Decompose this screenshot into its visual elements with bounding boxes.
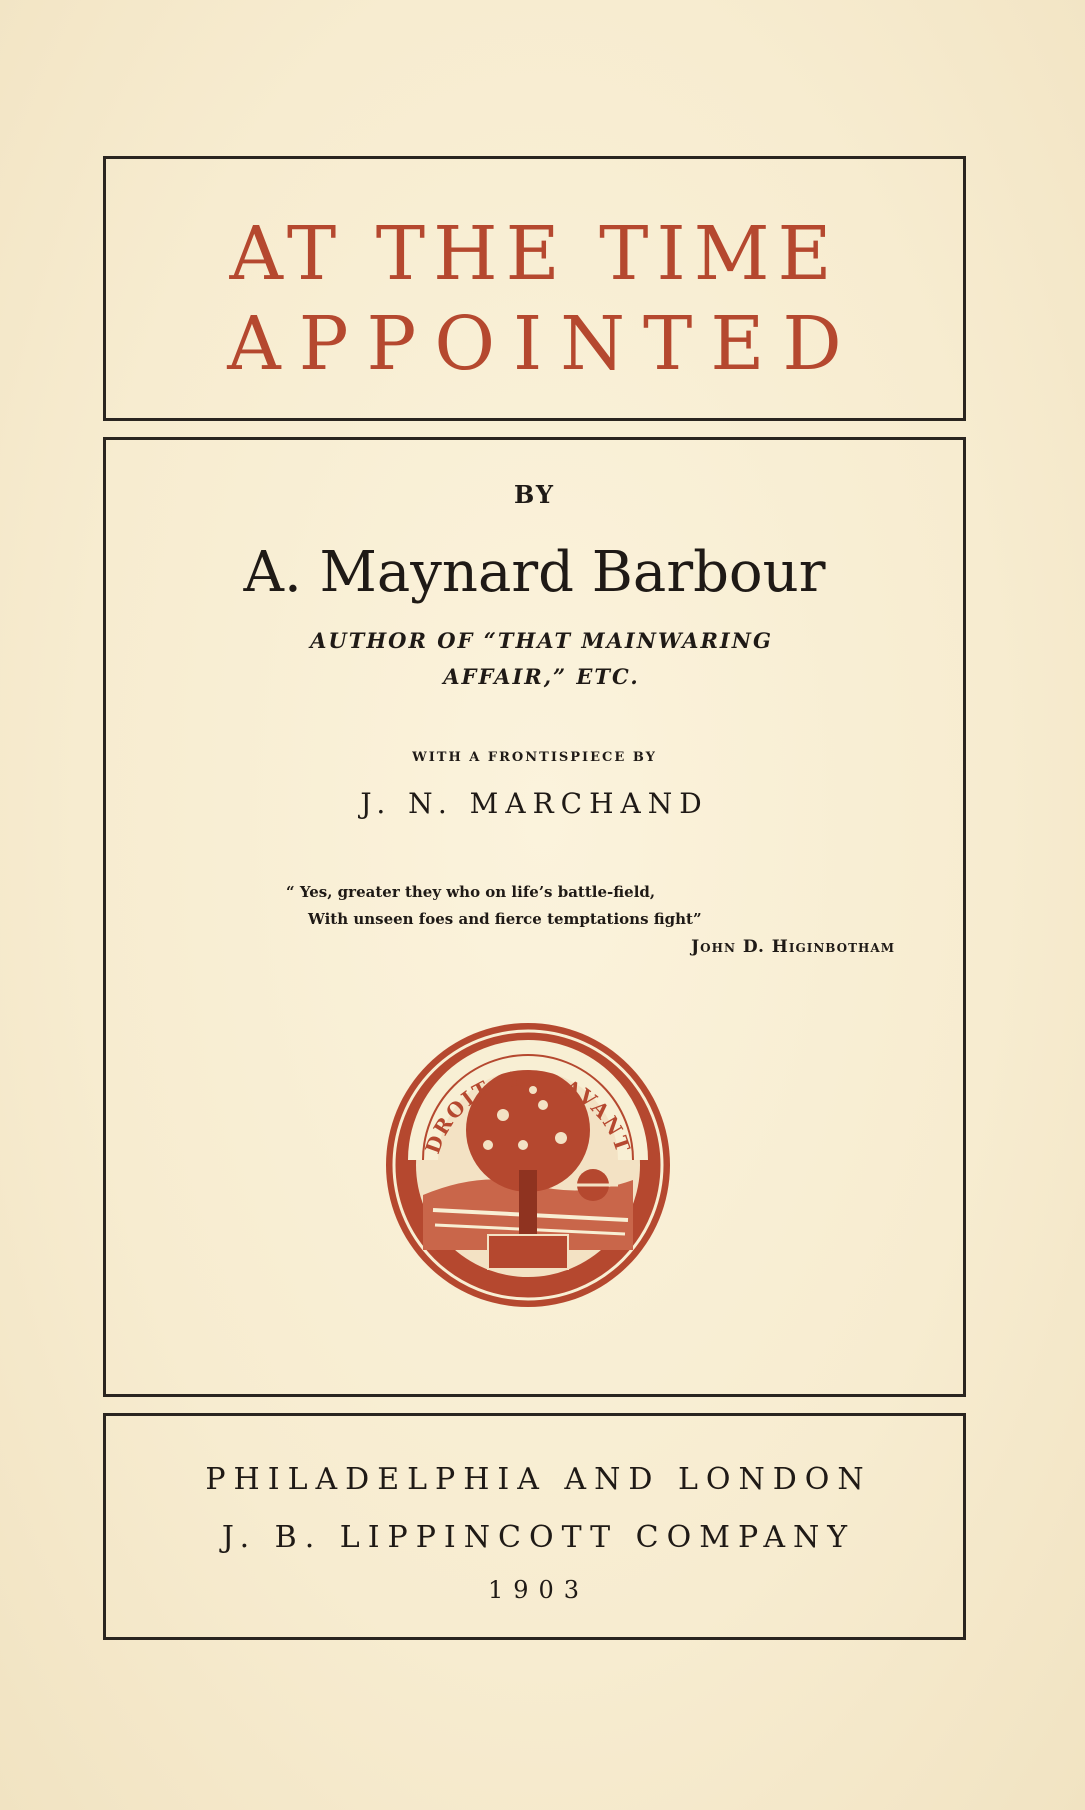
imprint-year: 1903 (487, 1576, 590, 1604)
seal-motto-word-1: DROIT (420, 1075, 495, 1157)
seal-motto-word-3: AVANT (560, 1074, 636, 1157)
epigraph-attribution: John D. Higinbotham (691, 937, 895, 957)
author-credit-line-1: AUTHOR OF “THAT MAINWARING (310, 628, 773, 653)
frontispiece-label: WITH A FRONTISPIECE BY (412, 750, 657, 765)
epigraph-line-2: With unseen foes and fierce temptations fight” (308, 910, 702, 928)
by-label: BY (514, 480, 555, 509)
illustrator-name: J. N. MARCHAND (360, 787, 709, 820)
author-box (103, 437, 966, 1397)
imprint-box (103, 1413, 966, 1640)
title-box (103, 156, 966, 421)
book-title-line-2: APPOINTED (227, 301, 860, 387)
author-name: A. Maynard Barbour (243, 540, 826, 605)
imprint-publisher: J. B. LIPPINCOTT COMPANY (221, 1520, 856, 1555)
seal-motto-word-2: ET (508, 1065, 547, 1092)
book-title-line-1: AT THE TIME (229, 211, 840, 297)
epigraph-line-1: “ Yes, greater they who on life’s battle-field, (286, 883, 656, 901)
publisher-seal-icon (383, 1020, 673, 1310)
imprint-place: PHILADELPHIA AND LONDON (205, 1462, 872, 1497)
author-credit-line-2: AFFAIR,” ETC. (443, 664, 640, 689)
